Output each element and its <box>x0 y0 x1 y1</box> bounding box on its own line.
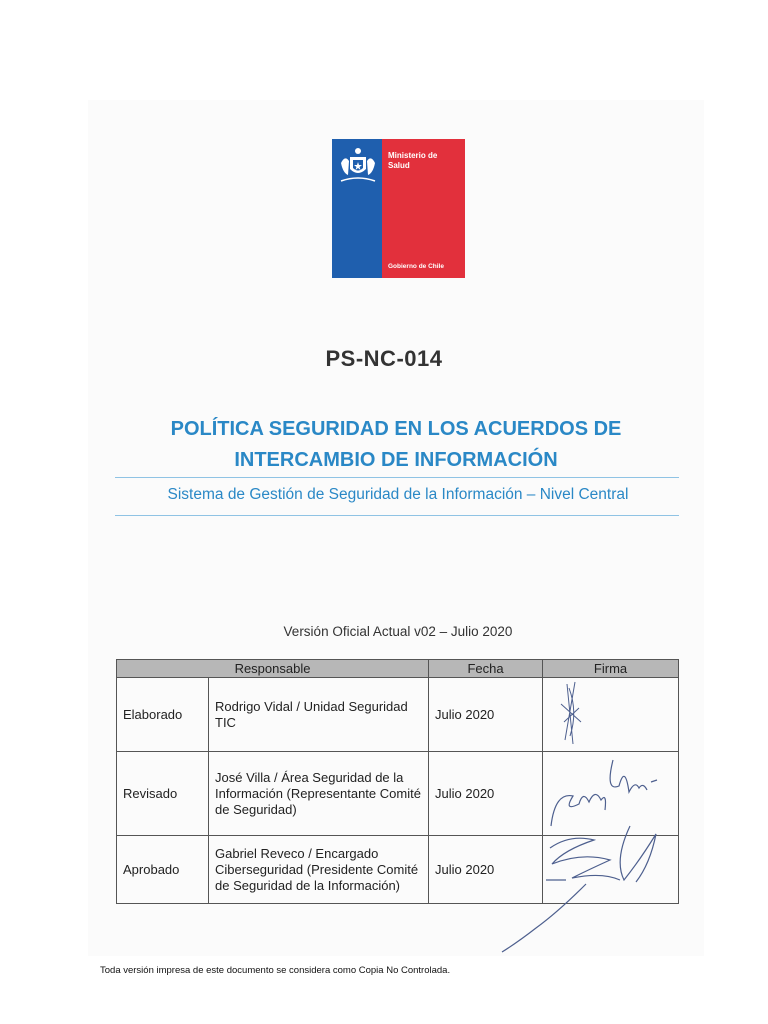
signature-elaborado <box>543 678 679 751</box>
document-title <box>0 414 768 476</box>
footer-note: Toda versión impresa de este documento se considera como Copia No Controlada. <box>100 965 451 976</box>
row-date: Julio 2020 <box>429 836 543 904</box>
row-responsible: Rodrigo Vidal / Unidad Seguridad TIC <box>209 678 429 752</box>
row-responsible: José Villa / Área Seguridad de la Información (Representante Comité de Seguridad) <box>209 752 429 836</box>
document-subtitle: Sistema de Gestión de Seguridad de la Información – Nivel Central <box>167 486 629 503</box>
column-header-signature: Firma <box>543 660 679 678</box>
version-line: Versión Oficial Actual v02 – Julio 2020 <box>283 624 513 639</box>
column-header-responsible: Responsable <box>117 660 429 678</box>
row-role: Aprobado <box>117 836 209 904</box>
logo-ministry-name <box>388 151 462 171</box>
row-role: Revisado <box>117 752 209 836</box>
document-title-line-1: POLÍTICA SEGURIDAD EN LOS ACUERDOS DE <box>170 418 622 440</box>
row-responsible: Gabriel Reveco / Encargado Ciberseguridad (Presidente Comité de Seguridad de la Información) <box>209 836 429 904</box>
document-title-line-2: INTERCAMBIO DE INFORMACIÓN <box>234 449 558 471</box>
row-signature <box>543 678 679 752</box>
row-role: Elaborado <box>117 678 209 752</box>
title-divider-top <box>115 477 679 478</box>
logo-government-label: Gobierno de Chile <box>388 263 444 270</box>
document-code: PS-NC-014 <box>325 346 443 371</box>
row-date: Julio 2020 <box>429 752 543 836</box>
signature-aprobado <box>490 820 690 955</box>
logo-ministry-line-2: Salud <box>388 161 410 170</box>
coat-of-arms-icon <box>337 145 379 185</box>
column-header-date: Fecha <box>429 660 543 678</box>
ministry-logo <box>332 139 465 278</box>
table-row <box>117 678 679 752</box>
title-divider-bottom <box>115 515 679 516</box>
row-date: Julio 2020 <box>429 678 543 752</box>
logo-ministry-line-1: Ministerio de <box>388 151 438 160</box>
approval-table-header <box>117 660 679 678</box>
